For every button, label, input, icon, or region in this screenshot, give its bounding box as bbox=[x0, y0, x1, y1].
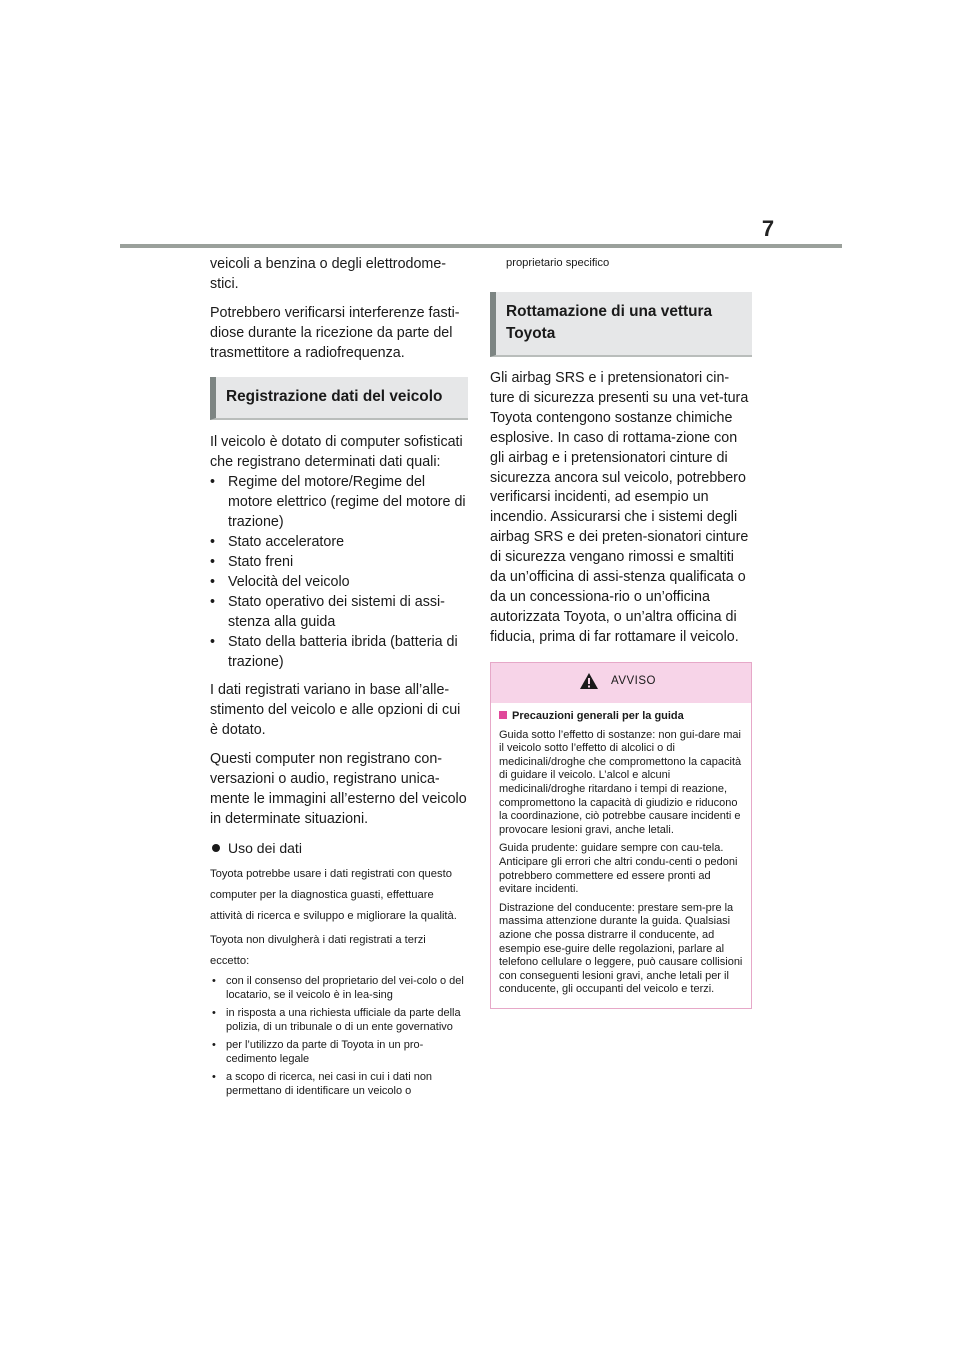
exceptions-list bbox=[210, 975, 468, 1098]
list-item: • a scopo di ricerca, nei casi in cui i dati non permettano di identificare un veicolo o bbox=[212, 1071, 433, 1097]
header-rule bbox=[120, 244, 842, 248]
continuation-text: proprietario specifico bbox=[506, 257, 610, 269]
list-item: • Stato della batteria ibrida (batteria di trazione) bbox=[210, 634, 458, 670]
intro-paragraph: Potrebbero verificarsi interferenze fasti-diose durante la ricezione da parte del trasmettitore a radiofrequenza. bbox=[210, 305, 460, 361]
left-column bbox=[210, 254, 468, 1103]
bullet-dot-icon bbox=[212, 844, 220, 852]
warning-box bbox=[490, 662, 752, 1009]
warning-paragraph: Distrazione del conducente: prestare sem-pre la massima attenzione durante la guida. Qualsiasi azione che possa distrarre il conducente, ad esempio ese-guire delle regolazioni, parlare al telefono cellulare o leggere, può causare collisioni con conseguenti lesioni gravi, anche letali per il conducente, gli occupanti del veicolo e terzi. bbox=[499, 901, 743, 996]
list-item: • con il consenso del proprietario del vei-colo o del locatario, se il veicolo è in lea-sing bbox=[212, 975, 464, 1001]
use-of-data-heading: Uso dei dati bbox=[210, 838, 468, 858]
list-item: • in risposta a una richiesta ufficiale da parte della polizia, di un tribunale o di un ente governativo bbox=[212, 1007, 461, 1033]
warning-title: AVVISO bbox=[611, 674, 656, 687]
scrapping-paragraph: Gli airbag SRS e i pretensionatori cin-ture di sicurezza presenti su una vet-tura Toyota contengono sostanze chimiche esplosive. In caso di rottama-zione con gli airbag e i pretensionatori cinture di sicurezza ancora sul veicolo, potrebbero verificarsi incidenti, ad esempio un incendio. Assicurarsi che i sistemi degli airbag SRS e dei preten-sionatori cinture di sicurezza vengano rimossi e smaltiti da un’officina di assi-stenza qualificata o da un concessiona-rio o un’officina autorizzata Toyota, o un’altra officina di fiducia, prima di far rottamare il veicolo. bbox=[490, 370, 749, 645]
intro-paragraph: veicoli a benzina o degli elettrodome-stici. bbox=[210, 256, 447, 292]
body-paragraph: I dati registrati variano in base all’alle-stimento del veicolo e alle opzioni di cui è dotato. bbox=[210, 682, 461, 738]
data-intro-paragraph: Il veicolo è dotato di computer sofisticati che registrano determinati dati quali: bbox=[210, 434, 463, 470]
list-item: • per l’utilizzo da parte di Toyota in un pro-cedimento legale bbox=[212, 1039, 424, 1065]
warning-paragraph: Guida prudente: guidare sempre con cau-tela. Anticipare gli errori che altri condu-centi o pedoni potrebbero commettere ed essere pronti ad evitare incidenti. bbox=[499, 842, 738, 896]
recorded-data-list bbox=[210, 472, 468, 672]
list-item: • Stato operativo dei sistemi di assi-stenza alla guida bbox=[210, 594, 445, 630]
warning-paragraph: Guida sotto l’effetto di sostanze: non gui-dare mai il veicolo sotto l’effetto di alcolici o di medicinali/droghe che compromettono la capacità di guidare il veicolo. L’alcol e alcuni medicinali/droghe ritardano i tempi di reazione, compromettono la capacità di giudizio e riducono la coordinazione, ciò potrebbe causare incidenti e provocare lesioni gravi, anche letali. bbox=[499, 728, 742, 836]
list-item: • Stato freni bbox=[210, 554, 294, 570]
square-bullet-icon bbox=[499, 711, 507, 719]
page-number: 7 bbox=[761, 216, 775, 241]
warning-header bbox=[491, 663, 751, 703]
small-paragraph: Toyota potrebbe usare i dati registrati con questo computer per la diagnostica guasti, effettuare attività di ricerca e sviluppo e migliorare la qualità. bbox=[210, 868, 457, 922]
warning-triangle-icon bbox=[579, 672, 599, 690]
list-item: • Velocità del veicolo bbox=[210, 574, 350, 590]
section-heading-scrapping: Rottamazione di una vettura Toyota bbox=[490, 292, 752, 357]
list-item: • Stato acceleratore bbox=[210, 534, 345, 550]
warning-body bbox=[491, 703, 751, 1008]
section-heading-data-recording: Registrazione dati del veicolo bbox=[210, 377, 468, 420]
body-paragraph: Questi computer non registrano con-versazioni o audio, registrano unica-mente le immagini all’esterno del veicolo in determinate situazioni. bbox=[210, 751, 467, 827]
warning-subheading: Precauzioni generali per la guida bbox=[499, 709, 743, 723]
list-item: • Regime del motore/Regime del motore elettrico (regime del motore di trazione) bbox=[210, 474, 466, 530]
small-paragraph: Toyota non divulgherà i dati registrati a terzi eccetto: bbox=[210, 934, 426, 967]
right-column bbox=[490, 254, 752, 1009]
